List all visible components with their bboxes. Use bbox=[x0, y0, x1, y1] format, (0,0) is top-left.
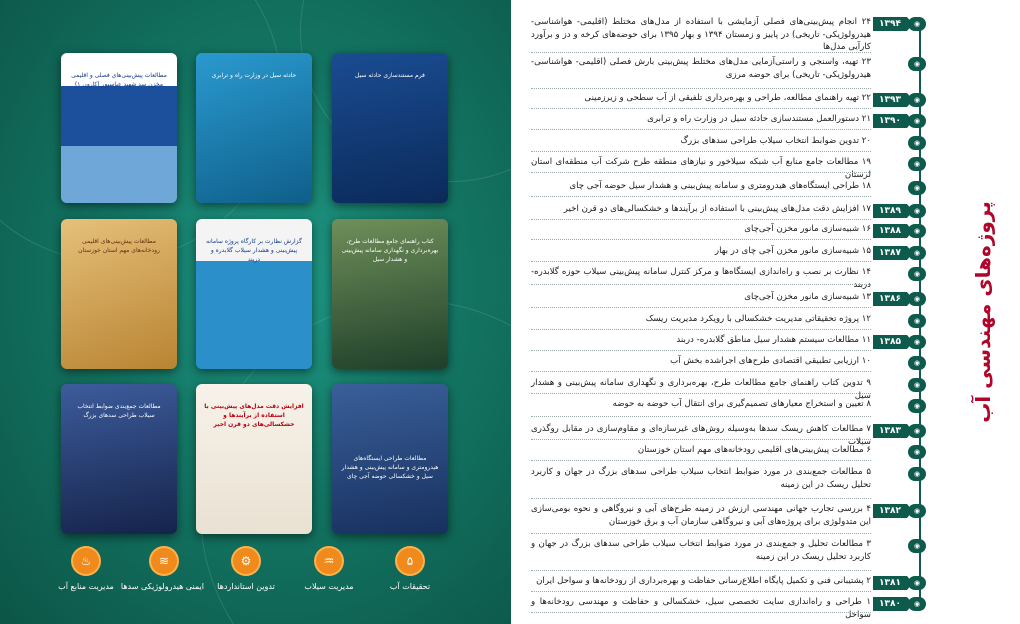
project-number: ۱۵ bbox=[861, 246, 871, 256]
project-number: ۴ bbox=[866, 504, 872, 514]
project-number: ۲۲ bbox=[861, 93, 871, 103]
timeline-node-icon: ◉ bbox=[908, 157, 926, 171]
project-text: مطالعات جامع منابع آب شبکه سیلاخور و نیازهای منطقه طرح شرکت آب منطقه‌ای استان لرستان bbox=[531, 157, 871, 180]
cover-title: مطالعات جمع‌بندی ضوابط انتخاب سیلاب طراحی سدهای بزرگ bbox=[77, 403, 161, 419]
category-water-research bbox=[370, 548, 450, 591]
project-number: ۲۱ bbox=[861, 114, 871, 124]
project-text: شبیه‌سازی مانور مخزن آجی‌چای bbox=[744, 292, 860, 302]
year-badge: ۱۳۸۹ bbox=[873, 204, 907, 218]
project-row bbox=[531, 16, 871, 54]
row-divider bbox=[531, 591, 871, 592]
cover-title: مطالعات طراحی ایستگاه‌های هیدرومتری و سامانه پیش‌بینی و هشدار سیل و خشکسالی حوضه آجی چای bbox=[341, 455, 439, 480]
cover-title: مطالعات پیش‌بینی‌های فصلی و اقلیمی مخزن سد شهید عباسپور (کارون ۱) bbox=[71, 72, 167, 88]
project-text: مطالعات جمع‌بندی در مورد ضوابط انتخاب سیلاب طراحی سدهای بزرگ در جهان و کاربرد تحلیل ریسک در این زمینه bbox=[531, 467, 871, 490]
project-row bbox=[531, 156, 871, 181]
row-divider bbox=[531, 196, 871, 197]
waves-icon: ♒ bbox=[316, 548, 342, 574]
timeline-node-icon: ◉ bbox=[908, 467, 926, 481]
project-row bbox=[531, 180, 871, 193]
project-number: ۲۰ bbox=[861, 136, 871, 146]
project-number: ۹ bbox=[866, 378, 871, 388]
project-number: ۱۷ bbox=[861, 204, 871, 214]
timeline-node-icon: ◉ bbox=[908, 181, 926, 195]
cover-1 bbox=[61, 53, 177, 203]
project-text: پشتیبانی فنی و تکمیل پایگاه اطلاع‌رسانی حفاظت و بهره‌برداری از رودخانه‌ها و سواحل ایران bbox=[536, 576, 864, 586]
row-divider bbox=[531, 261, 871, 262]
category-dam-safety bbox=[120, 548, 204, 591]
project-row bbox=[531, 56, 871, 81]
timeline-node-icon: ◉ bbox=[908, 114, 926, 128]
project-row bbox=[531, 538, 871, 563]
row-divider bbox=[531, 460, 871, 461]
project-text: پروژه تحقیقاتی مدیریت خشکسالی با رویکرد مدیریت ریسک bbox=[645, 314, 860, 324]
category-label: تحقیقات آب bbox=[389, 582, 431, 591]
year-badge: ۱۳۸۶ bbox=[873, 292, 907, 306]
cover-8 bbox=[196, 384, 312, 534]
cover-title: فرم مستندسازی حادثه سیل bbox=[355, 72, 425, 79]
row-divider bbox=[531, 329, 871, 330]
water-resource-icon: ♨ bbox=[73, 548, 99, 574]
row-divider bbox=[531, 498, 871, 499]
project-number: ۶ bbox=[866, 445, 871, 455]
timeline-node-icon: ◉ bbox=[908, 136, 926, 150]
project-row bbox=[531, 291, 871, 304]
category-water-resources bbox=[46, 548, 126, 591]
row-divider bbox=[531, 393, 871, 394]
cover-3 bbox=[332, 53, 448, 203]
timeline-node-icon: ◉ bbox=[908, 224, 926, 238]
project-row bbox=[531, 135, 871, 148]
cover-title: مطالعات پیش‌بینی‌های اقلیمی رودخانه‌های مهم استان خوزستان bbox=[78, 238, 160, 254]
project-text: ارزیابی تطبیقی اقتصادی طرح‌های اجراشده بخش آب bbox=[670, 356, 860, 366]
page-title bbox=[953, 201, 1013, 423]
cover-6 bbox=[332, 219, 448, 369]
project-row bbox=[531, 444, 871, 457]
category-flood-management bbox=[289, 548, 369, 591]
project-text: طراحی ایستگاه‌های هیدرومتری و سامانه پیش‌بینی و هشدار سیل حوضه آجی چای bbox=[569, 181, 860, 191]
dam-icon: ≋ bbox=[151, 548, 177, 574]
project-number: ۱ bbox=[866, 597, 871, 607]
cover-title: حادثه سیل در وزارت راه و ترابری bbox=[211, 72, 297, 79]
timeline-node-icon: ◉ bbox=[908, 17, 926, 31]
cover-7 bbox=[61, 384, 177, 534]
category-label: مدیریت سیلاب bbox=[304, 582, 354, 591]
row-divider bbox=[531, 52, 871, 53]
project-row bbox=[531, 266, 871, 291]
project-row bbox=[531, 313, 871, 326]
timeline-node-icon: ◉ bbox=[908, 335, 926, 349]
year-badge: ۱۳۸۲ bbox=[873, 504, 907, 518]
project-number: ۸ bbox=[866, 399, 871, 409]
gear-icon: ⚙ bbox=[233, 548, 259, 574]
project-number: ۱۲ bbox=[861, 314, 871, 324]
timeline-node-icon: ◉ bbox=[908, 314, 926, 328]
row-divider bbox=[531, 307, 871, 308]
year-badge: ۱۳۸۱ bbox=[873, 576, 907, 590]
project-text: افزایش دقت مدل‌های پیش‌بینی با استفاده از برآیندها و خشکسالی‌های دو قرن اخیر bbox=[563, 204, 860, 214]
project-text: شبیه‌سازی مانور مخزن آجی‌چای bbox=[744, 224, 860, 234]
timeline-node-icon: ◉ bbox=[908, 424, 926, 438]
project-text: بررسی تجارب جهانی مهندسی ارزش در زمینه طرح‌های آبی و نیروگاهی و نحوه بومی‌سازی این متدولوژی برای پروژه‌های آبی و نیروگاهی سازمان آب و برق خوزستان bbox=[531, 504, 871, 527]
project-text: مطالعات تحلیل و جمع‌بندی در مورد ضوابط انتخاب سیلاب طراحی سدهای بزرگ در جهان و کاربرد تحلیل ریسک در این زمینه bbox=[531, 539, 871, 562]
project-number: ۵ bbox=[866, 467, 871, 477]
project-text: مطالعات کاهش ریسک سدها به‌وسیله روش‌های غیرسازه‌ای و مقاوم‌سازی در مقابل روگذری سیلاب bbox=[531, 424, 871, 447]
row-divider bbox=[531, 612, 871, 613]
category-label: ایمنی هیدرولوژیکی سدها bbox=[120, 582, 204, 591]
project-row bbox=[531, 575, 871, 588]
year-badge: ۱۳۸۸ bbox=[873, 224, 907, 238]
project-number: ۲۳ bbox=[861, 57, 871, 67]
timeline-node-icon: ◉ bbox=[908, 292, 926, 306]
project-number: ۳ bbox=[866, 539, 872, 549]
timeline-node-icon: ◉ bbox=[908, 57, 926, 71]
year-badge: ۱۳۸۵ bbox=[873, 335, 907, 349]
project-text: انجام پیش‌بینی‌های فصلی آزمایشی با استفاده از مدل‌های مختلط (اقلیمی- هواشناسی- هیدرولوژیکی- تاریخی) در پاییز و زمستان ۱۳۹۴ و بهار ۱۳۹۵ برای حوضه‌های کرخه و دز و برآورد کارآیی مدل‌ها bbox=[531, 17, 872, 53]
project-text: تدوین ضوابط انتخاب سیلاب طراحی سدهای بزرگ bbox=[680, 136, 860, 146]
project-row bbox=[531, 113, 871, 126]
project-row bbox=[531, 355, 871, 368]
row-divider bbox=[531, 439, 871, 440]
project-number: ۱۴ bbox=[861, 267, 871, 277]
row-divider bbox=[531, 371, 871, 372]
timeline-node-icon: ◉ bbox=[908, 246, 926, 260]
timeline-node-icon: ◉ bbox=[908, 597, 926, 611]
year-badge: ۱۳۹۳ bbox=[873, 93, 907, 107]
category-label: مدیریت منابع آب bbox=[58, 582, 114, 591]
project-row bbox=[531, 596, 871, 621]
cover-4 bbox=[61, 219, 177, 369]
cover-title: افزایش دقت مدل‌های پیش‌بینی با استفاده از برآیندها و خشکسالی‌های دو قرن اخیر bbox=[204, 403, 304, 428]
row-divider bbox=[531, 416, 871, 417]
row-divider bbox=[531, 108, 871, 109]
cover-2 bbox=[196, 53, 312, 203]
row-divider bbox=[531, 239, 871, 240]
cover-title: کتاب راهنمای جامع مطالعات طرح، بهره‌برداری و نگهداری سامانه پیش‌بینی و هشدار سیل bbox=[341, 238, 439, 263]
row-divider bbox=[531, 88, 871, 89]
project-row bbox=[531, 398, 871, 411]
project-text: دستورالعمل مستندسازی حادثه سیل در وزارت راه و ترابری bbox=[647, 114, 860, 124]
row-divider bbox=[531, 533, 871, 534]
project-text: نظارت بر نصب و راه‌اندازی ایستگاه‌ها و مرکز کنترل سامانه پیش‌بینی سیلاب حوزه گلابدره- دربند bbox=[531, 267, 871, 290]
timeline-node-icon: ◉ bbox=[908, 356, 926, 370]
project-number: ۱۶ bbox=[861, 224, 871, 234]
project-text: شبیه‌سازی مانور مخزن آجی چای در بهار bbox=[714, 246, 860, 256]
timeline-node-icon: ◉ bbox=[908, 445, 926, 459]
year-badge: ۱۳۸۷ bbox=[873, 246, 907, 260]
year-badge: ۱۳۹۰ bbox=[873, 114, 907, 128]
project-number: ۷ bbox=[866, 424, 872, 434]
project-row bbox=[531, 223, 871, 236]
project-row bbox=[531, 245, 871, 258]
row-divider bbox=[531, 219, 871, 220]
row-divider bbox=[531, 570, 871, 571]
project-text: تدوین کتاب راهنمای جامع مطالعات طرح، بهره‌برداری و نگهداری سامانه پیش‌بینی و هشدار سیل bbox=[531, 378, 871, 401]
page-title-text: پروژه‌های مهندسی آب bbox=[971, 201, 995, 423]
project-row bbox=[531, 503, 871, 528]
cover-9 bbox=[332, 384, 448, 534]
category-standards bbox=[206, 548, 286, 591]
project-row bbox=[531, 466, 871, 491]
timeline-node-icon: ◉ bbox=[908, 576, 926, 590]
project-text: طراحی و راه‌اندازی سایت تخصصی سیل، خشکسالی و حفاظت و مهندسی رودخانه‌ها و سواحل bbox=[531, 597, 871, 620]
row-divider bbox=[531, 350, 871, 351]
timeline-node-icon: ◉ bbox=[908, 504, 926, 518]
project-row bbox=[531, 334, 871, 347]
project-number: ۲ bbox=[866, 576, 871, 586]
row-divider bbox=[531, 284, 871, 285]
year-badge: ۱۳۹۴ bbox=[873, 17, 907, 31]
project-number: ۱۸ bbox=[861, 181, 871, 191]
project-text: تعیین و استخراج معیارهای تصمیم‌گیری برای انتقال آب حوضه به حوضه bbox=[612, 399, 864, 409]
row-divider bbox=[531, 129, 871, 130]
row-divider bbox=[531, 151, 871, 152]
project-number: ۱۱ bbox=[861, 335, 871, 345]
project-text: مطالعات سیستم هشدار سیل مناطق گلابدره- دربند bbox=[676, 335, 860, 345]
year-badge: ۱۳۸۳ bbox=[873, 424, 907, 438]
timeline-node-icon: ◉ bbox=[908, 399, 926, 413]
project-text: تهیه، واسنجی و راستی‌آزمایی مدل‌های مختلط پیش‌بینی بارش فصلی (اقلیمی- هواشناسی- هیدرولوژیکی- تاریخی) برای حوضه مرزی bbox=[531, 57, 871, 80]
project-text: تهیه راهنمای مطالعه، طراحی و بهره‌برداری تلفیقی از آب سطحی و زیرزمینی bbox=[584, 93, 860, 103]
project-text: مطالعات پیش‌بینی‌های اقلیمی رودخانه‌های مهم استان خوزستان bbox=[637, 445, 864, 455]
timeline-node-icon: ◉ bbox=[908, 93, 926, 107]
project-number: ۱۹ bbox=[861, 157, 872, 167]
year-badge: ۱۳۸۰ bbox=[873, 597, 907, 611]
timeline-node-icon: ◉ bbox=[908, 539, 926, 553]
timeline-node-icon: ◉ bbox=[908, 267, 926, 281]
cover-title: گزارش نظارت بر کارگاه پروژه سامانه پیش‌بینی و هشدار سیلاب گلابدره و دربند bbox=[206, 238, 302, 263]
category-label: تدوین استانداردها bbox=[217, 582, 275, 591]
water-drop-icon: ۵ bbox=[397, 548, 423, 574]
timeline-node-icon: ◉ bbox=[908, 378, 926, 392]
project-number: ۲۴ bbox=[861, 17, 872, 27]
cover-5 bbox=[196, 219, 312, 369]
project-row bbox=[531, 92, 871, 105]
timeline-node-icon: ◉ bbox=[908, 204, 926, 218]
project-number: ۱۰ bbox=[861, 356, 871, 366]
row-divider bbox=[531, 172, 871, 173]
project-number: ۱۳ bbox=[861, 292, 871, 302]
project-row bbox=[531, 203, 871, 216]
